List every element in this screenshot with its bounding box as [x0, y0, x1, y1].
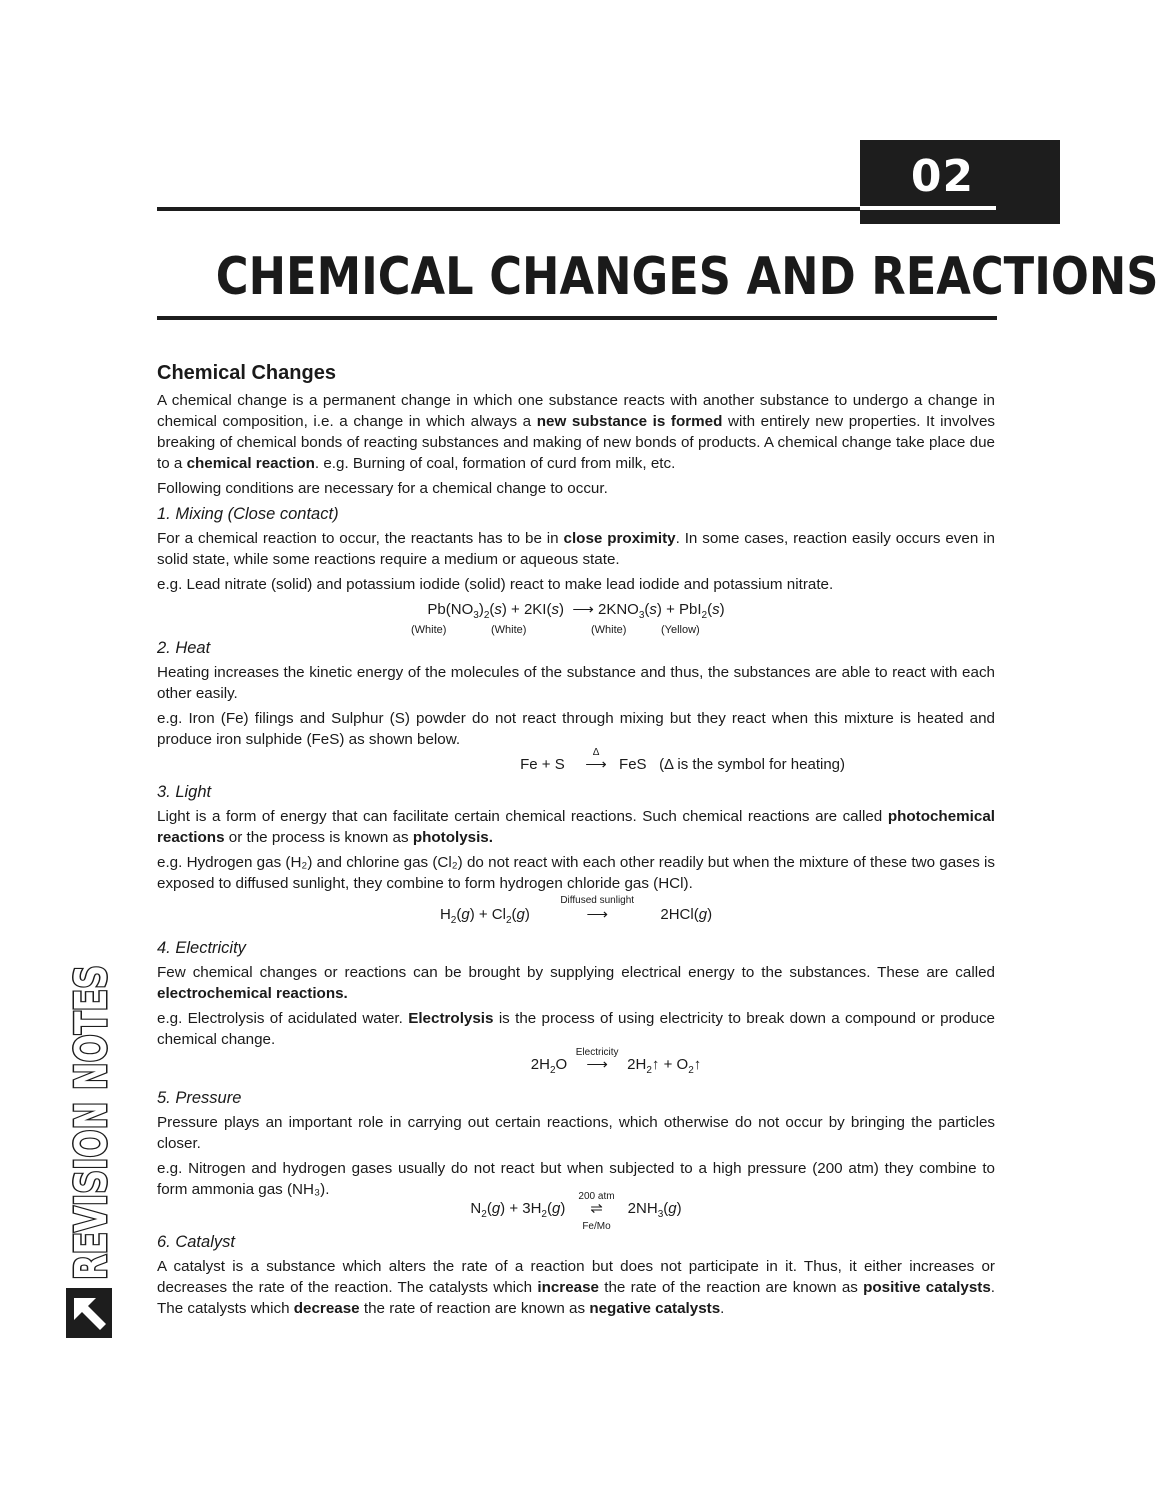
- label-yellow: (Yellow): [661, 624, 700, 636]
- electricity-paragraph-1: [157, 962, 995, 1004]
- intro-paragraph: [157, 390, 995, 474]
- label-white-2: (White): [491, 624, 527, 636]
- heat-heading: 2. Heat: [157, 639, 211, 657]
- chapter-title: CHEMICAL CHANGES AND REACTIONS: [215, 247, 1158, 307]
- arrow-icon-box: [66, 1288, 112, 1338]
- revision-notes-label: REVISION NOTES: [66, 862, 117, 1280]
- pressure-arrow-bottom: Fe/Mo: [582, 1221, 611, 1232]
- light-text-2: or the process is known as: [228, 829, 409, 846]
- catalyst-text-2: the rate of the reaction are known as: [604, 1279, 858, 1296]
- mixing-bold: close proximity: [563, 530, 676, 547]
- arrow-up-left-icon: [66, 1288, 112, 1338]
- intro-text-3: . e.g. Burning of coal, formation of curd from milk, etc.: [314, 455, 676, 472]
- hydrogen-chloride-equation: $H_2(g) + Cl_2(g)$ Diffused sunlight ⟶ 2HCl(g): [157, 904, 995, 931]
- catalyst-bold-2: positive catalysts: [863, 1279, 991, 1296]
- mixing-text-2: . In some cases, reaction easily occurs even in solid state, while some reactions require a medium or aqueous state.: [157, 530, 995, 568]
- electricity-text-2: e.g. Electrolysis of acidulated water.: [157, 1010, 403, 1027]
- mixing-paragraph: [157, 528, 995, 570]
- pressure-arrow-top: 200 atm: [578, 1191, 615, 1202]
- catalyst-bold-4: negative catalysts: [589, 1300, 721, 1317]
- electrolysis-equation: $2H_2O$ Electricity ⟶ $2H_2↑$ + $O_2↑$: [157, 1054, 995, 1081]
- heat-paragraph-1: Heating increases the kinetic energy of the molecules of the substance and thus, the substances are able to react with each other easily.: [157, 664, 995, 702]
- catalyst-text-3: . The catalysts which: [157, 1279, 996, 1317]
- electricity-bold-1: electrochemical reactions.: [157, 985, 348, 1002]
- catalyst-text-4: the rate of reaction are known as: [363, 1300, 586, 1317]
- section-heading: Chemical Changes: [157, 362, 336, 384]
- intro-text-1: A chemical change is a permanent change in which one substance reacts with another substance to undergo a change in chemical composition, i.e. a change in which always a: [157, 392, 995, 430]
- catalyst-paragraph: [157, 1256, 995, 1319]
- lead-nitrate-equation: $Pb(NO_3)_2(s) + 2KI(s)$ ⟶ $2KNO_3(s) + PbI_2(s)$: [427, 601, 725, 621]
- pressure-paragraph-1: Pressure plays an important role in carrying out certain reactions, which otherwise do not occur by bringing the particles closer.: [157, 1114, 995, 1152]
- electricity-heading: 4. Electricity: [157, 939, 246, 957]
- electricity-arrow-label: Electricity: [575, 1047, 619, 1058]
- pressure-heading: 5. Pressure: [157, 1089, 242, 1107]
- heat-paragraph-2: e.g. Iron (Fe) filings and Sulphur (S) powder do not react through mixing but they react when this mixture is heated and produce iron sulphide (FeS) as shown below.: [157, 710, 995, 748]
- light-paragraph-2: e.g. Hydrogen gas (H₂) and chlorine gas (Cl₂) do not react with each other readily but when the mixture of these two gases is exposed to diffused sunlight, they combine to form hydrogen chloride gas (HCl).: [157, 854, 995, 892]
- iron-sulphide-equation: Fe + S Δ ⟶ FeS (Δ is the symbol for heating): [520, 747, 845, 773]
- catalyst-text-5: .: [720, 1300, 725, 1317]
- intro-bold-1: new substance is formed: [536, 413, 723, 430]
- pressure-paragraph-2: e.g. Nitrogen and hydrogen gases usually do not react but when subjected to a high pressure (200 atm) they combine to form ammonia gas (NH₃).: [157, 1160, 995, 1198]
- catalyst-text-1: A catalyst is a substance which alters the rate of a reaction but does not participate in it. Thus, it either increases or decreases the rate of the reaction. The catalysts which: [157, 1258, 995, 1296]
- intro-text-2: with entirely new properties. It involves breaking of chemical bonds of reacting substances and making of new bonds of products. A chemical change take place due to a: [157, 413, 995, 472]
- title-rule-bottom: [157, 316, 997, 320]
- light-text-1: Light is a form of energy that can facilitate certain chemical reactions. Such chemical reactions are called: [157, 808, 883, 825]
- ammonia-equation: $N_2(g) + 3H_2(g)$ 200 atm ⇌ Fe/Mo $2NH_3(g)$: [157, 1198, 995, 1225]
- mixing-heading: 1. Mixing (Close contact): [157, 505, 339, 523]
- light-bold-2: photolysis.: [412, 829, 493, 846]
- light-paragraph-1: [157, 806, 995, 848]
- page-content: [157, 360, 995, 1323]
- mixing-example: e.g. Lead nitrate (solid) and potassium iodide (solid) react to make lead iodide and potassium nitrate.: [157, 576, 834, 593]
- revision-notes-sidebar: [62, 862, 117, 1340]
- chapter-number-underline: [860, 206, 996, 210]
- catalyst-bold-3: decrease: [293, 1300, 360, 1317]
- heat-equation-note: (Δ is the symbol for heating): [659, 756, 845, 773]
- mixing-text-1: For a chemical reaction to occur, the reactants has to be in: [157, 530, 559, 547]
- catalyst-heading: 6. Catalyst: [157, 1233, 235, 1251]
- light-bold-1: photochemical reactions: [157, 808, 995, 846]
- electricity-text-3: is the process of using electricity to break down a compound or produce chemical change.: [157, 1010, 995, 1048]
- chapter-number: 02: [910, 150, 975, 202]
- light-heading: 3. Light: [157, 783, 212, 801]
- catalyst-bold-1: increase: [537, 1279, 599, 1296]
- electricity-text-1: Few chemical changes or reactions can be brought by supplying electrical energy to the substances. These are called: [157, 964, 995, 981]
- label-white-1: (White): [411, 624, 447, 636]
- label-white-3: (White): [591, 624, 627, 636]
- electricity-bold-2: Electrolysis: [408, 1010, 494, 1027]
- intro-bold-2: chemical reaction: [186, 455, 315, 472]
- conditions-text: Following conditions are necessary for a chemical change to occur.: [157, 480, 608, 497]
- light-arrow-label: Diffused sunlight: [560, 895, 635, 906]
- title-rule-top: [157, 207, 860, 211]
